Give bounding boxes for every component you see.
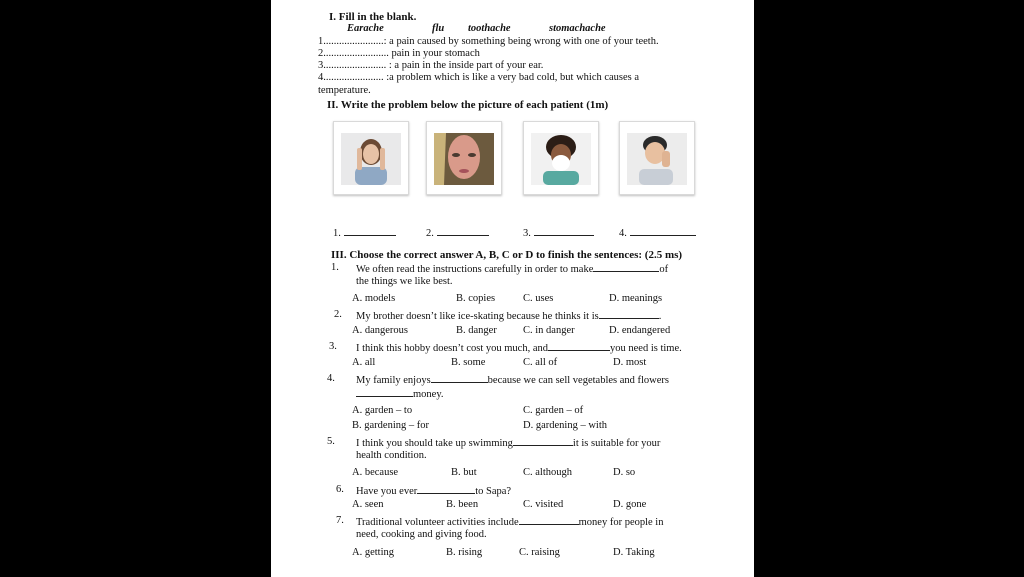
option-b[interactable]: B. copies bbox=[456, 293, 496, 304]
question-number: 1. bbox=[331, 262, 339, 273]
option-c[interactable]: C. in danger bbox=[523, 325, 575, 336]
option-d[interactable]: D. gone bbox=[613, 499, 647, 510]
option-b[interactable]: B. danger bbox=[456, 325, 497, 336]
section2-title: II. Write the problem below the picture of each patient (1m) bbox=[327, 99, 609, 111]
option-c[interactable]: C. raising bbox=[519, 547, 560, 558]
question-1-continuation: the things we like best. bbox=[356, 276, 453, 287]
picture-sneezing-woman-patient bbox=[523, 121, 599, 195]
question-5-continuation: health condition. bbox=[356, 450, 427, 461]
worksheet-page bbox=[271, 0, 754, 577]
option-c[interactable]: C. all of bbox=[523, 357, 558, 368]
question-4-continuation: money. bbox=[356, 387, 444, 401]
option-a[interactable]: A. all bbox=[352, 357, 376, 368]
picture-toothache-boy-patient bbox=[619, 121, 695, 195]
question-1-text: We often read the instructions carefully in order to make of bbox=[356, 264, 669, 275]
fill-item-3: 3........................ : a pain in the inside part of your ear. bbox=[318, 60, 544, 71]
question-4-text: My family enjoys because we can sell vegetables and flowers bbox=[356, 375, 670, 386]
option-b[interactable]: B. but bbox=[451, 467, 477, 478]
option-a[interactable]: A. garden – to bbox=[352, 405, 413, 416]
question-number: 4. bbox=[327, 373, 335, 384]
option-c[interactable]: C. uses bbox=[523, 293, 554, 304]
option-a[interactable]: A. because bbox=[352, 467, 399, 478]
option-c[interactable]: C. garden – of bbox=[523, 405, 584, 416]
option-d[interactable]: D. gardening – with bbox=[523, 420, 607, 431]
answer-line-1[interactable]: 1. bbox=[333, 226, 396, 240]
fill-item-1: 1.......................: a pain caused by something being wrong with one of your teeth. bbox=[318, 36, 659, 47]
answer-line-4[interactable]: 4. bbox=[619, 226, 696, 240]
word-bank-item: toothache bbox=[468, 23, 511, 34]
word-bank-item: flu bbox=[432, 23, 445, 34]
picture-headache-patient bbox=[333, 121, 409, 195]
question-7-text: Traditional volunteer activities include money for people in bbox=[356, 517, 664, 528]
option-a[interactable]: A. dangerous bbox=[352, 325, 408, 336]
option-c[interactable]: C. although bbox=[523, 467, 572, 478]
option-a[interactable]: A. seen bbox=[352, 499, 384, 510]
option-d[interactable]: D. meanings bbox=[609, 293, 663, 304]
question-7-continuation: need, cooking and giving food. bbox=[356, 529, 487, 540]
question-number: 6. bbox=[336, 484, 344, 495]
option-b[interactable]: B. been bbox=[446, 499, 479, 510]
word-bank-item: Earache bbox=[347, 23, 384, 34]
question-number: 7. bbox=[336, 515, 344, 526]
option-b[interactable]: B. rising bbox=[446, 547, 483, 558]
option-d[interactable]: D. Taking bbox=[613, 547, 655, 558]
fill-item-4-continuation: temperature. bbox=[318, 85, 371, 96]
option-c[interactable]: C. visited bbox=[523, 499, 564, 510]
option-d[interactable]: D. most bbox=[613, 357, 647, 368]
question-number: 3. bbox=[329, 341, 337, 352]
question-number: 2. bbox=[334, 309, 342, 320]
picture-sick-woman-patient bbox=[426, 121, 502, 195]
option-d[interactable]: D. so bbox=[613, 467, 636, 478]
question-2-text: My brother doesn’t like ice-skating because he thinks it is . bbox=[356, 311, 662, 322]
question-5-text: I think you should take up swimming it is suitable for your bbox=[356, 438, 661, 449]
word-bank-item: stomachache bbox=[549, 23, 606, 34]
fill-item-4: 4....................... :a problem which is like a very bad cold, but which causes a bbox=[318, 72, 640, 83]
option-b[interactable]: B. gardening – for bbox=[352, 420, 429, 431]
answer-line-2[interactable]: 2. bbox=[426, 226, 489, 240]
answer-line-3[interactable]: 3. bbox=[523, 226, 594, 240]
option-b[interactable]: B. some bbox=[451, 357, 486, 368]
section3-title: III. Choose the correct answer A, B, C or D to finish the sentences: (2.5 ms) bbox=[331, 249, 683, 261]
question-6-text: Have you ever to Sapa? bbox=[356, 486, 512, 497]
option-a[interactable]: A. models bbox=[352, 293, 396, 304]
option-a[interactable]: A. getting bbox=[352, 547, 394, 558]
question-number: 5. bbox=[327, 436, 335, 447]
section1-title: I. Fill in the blank. bbox=[329, 11, 417, 23]
question-3-text: I think this hobby doesn’t cost you much, and you need is time. bbox=[356, 343, 682, 354]
fill-item-2: 2......................... pain in your stomach bbox=[318, 48, 480, 59]
option-d[interactable]: D. endangered bbox=[609, 325, 671, 336]
